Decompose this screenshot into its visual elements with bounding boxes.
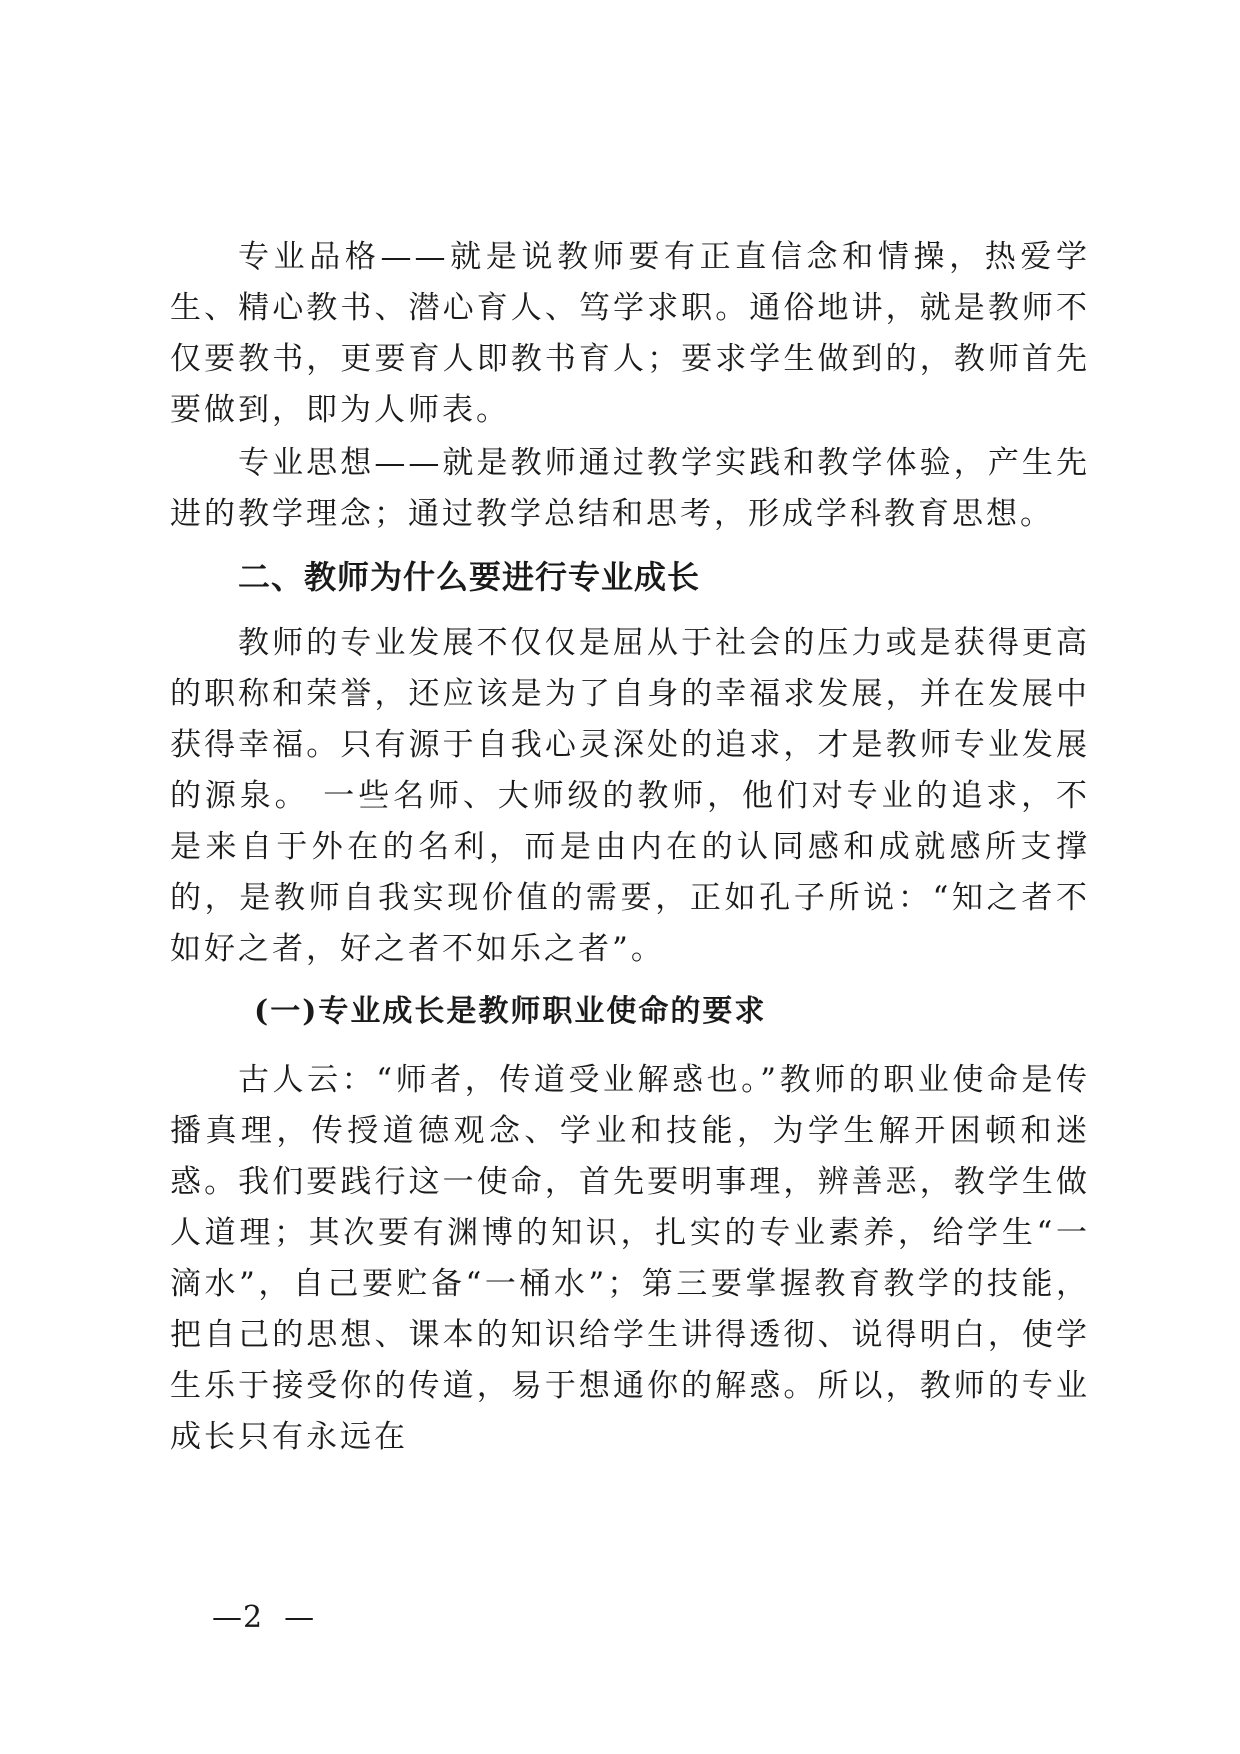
paragraph-professional-thought: 专业思想——就是教师通过教学实践和教学体验，产生先进的教学理念；通过教学总结和思考，形成学科教育思想。: [170, 445, 1090, 532]
document-body: [170, 232, 1090, 1463]
subsection-heading: (一)专业成长是教师职业使命的要求: [254, 994, 767, 1029]
section-heading: 二、教师为什么要进行专业成长: [238, 558, 701, 596]
paragraph-why-grow: 教师的专业发展不仅仅是屈从于社会的压力或是获得更高的职称和荣誉，还应该是为了自身的幸福求发展，并在发展中获得幸福。只有源于自我心灵深处的追求，才是教师专业发展的源泉。 一些名师、大师级的教师，他们对专业的追求，不是来自于外在的名利，而是由内在的认同感和成就感所支撑的，是教师自我实现价值的需要，正如孔子所说：“知之者不如好之者，好之者不如乐之者”。: [170, 625, 1090, 967]
paragraph-mission: 古人云：“师者，传道受业解惑也。”教师的职业使命是传播真理，传授道德观念、学业和技能，为学生解开困顿和迷惑。我们要践行这一使命，首先要明事理，辨善恶，教学生做人道理；其次要有渊博的知识，扎实的专业素养，给学生“一滴水”，自己要贮备“一桶水”；第三要掌握教育教学的技能，把自己的思想、课本的知识给学生讲得透彻、说得明白，使学生乐于接受你的传道，易于想通你的解惑。所以，教师的专业成长只有永远在: [170, 1062, 1090, 1455]
page-number: —2 —: [212, 1600, 316, 1635]
paragraph-professional-character: 专业品格——就是说教师要有正直信念和情操，热爱学生、精心教书、潜心育人、笃学求职。通俗地讲，就是教师不仅要教书，更要育人即教书育人；要求学生做到的，教师首先要做到，即为人师表。: [170, 239, 1090, 428]
